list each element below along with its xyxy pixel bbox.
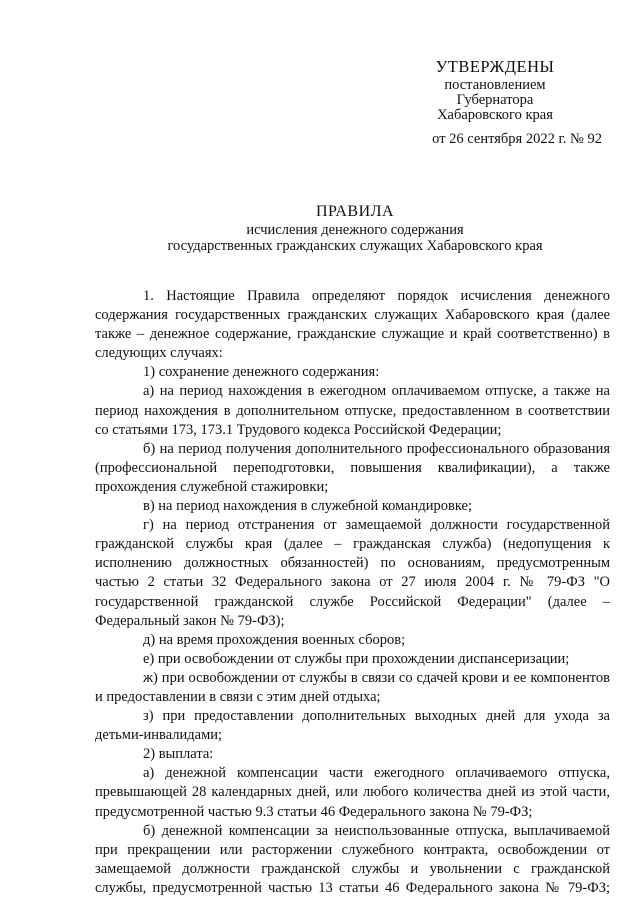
paragraph-1-1-zh: ж) при освобождении от службы в связи со сдачей крови и ее компонентов и предоставлении в связи с этим дней отдыха; <box>95 669 610 705</box>
paragraph-1-1-a: а) на период нахождения в ежегодном оплачиваемом отпуске, а также на период нахождения в дополнительном отпуске, предоставленном в соответствии со статьями 173, 173.1 Трудового кодекса Российской Федерации; <box>95 383 610 438</box>
paragraph-1-1-z: з) при предоставлении дополнительных выходных дней для ухода за детьми-инвалидами; <box>95 708 610 744</box>
approval-line-region: Хабаровского края <box>437 107 553 123</box>
approval-stamp <box>380 56 610 148</box>
approval-title: УТВЕРЖДЕНЫ <box>435 57 555 76</box>
document-subtitle-line-2: государственных гражданских служащих Хабаровского края <box>167 238 543 254</box>
approval-line-governor: Губернатора <box>456 92 534 108</box>
paragraph-1-2-a: а) денежной компенсации части ежегодного оплачиваемого отпуска, превышающей 28 календарных дней, или любого количества дней из этой части, предусмотренной частью 9.3 статьи 46 Федерального закона № 79-ФЗ; <box>95 765 610 820</box>
document-body <box>95 287 610 898</box>
paragraph-1-1: 1) сохранение денежного содержания: <box>143 364 380 381</box>
document-heading <box>90 202 620 254</box>
paragraph-1-1-b: б) на период получения дополнительного профессионального образования (профессиональной переподготовки, повышения квалификации), а также прохождения служебной стажировки; <box>95 440 610 495</box>
approval-date: от 26 сентября 2022 г. № 92 <box>432 131 602 147</box>
paragraph-1-1-e: е) при освобождении от службы при прохождении диспансеризации; <box>143 650 570 667</box>
document-subtitle-line-1: исчисления денежного содержания <box>246 222 464 238</box>
paragraph-1-2-b: б) денежной компенсации за неиспользованные отпуска, выплачиваемой при прекращении или расторжении служебного контракта, освобождении от замещаемой должности гражданской службы и увольнении с гражданской службы, предусмотренной частью 13 статьи 46 Федерального закона № 79-ФЗ; <box>95 822 610 896</box>
paragraph-1-1-v: в) на период нахождения в служебной командировке; <box>143 498 473 515</box>
paragraph-1-2: 2) выплата: <box>143 746 214 763</box>
paragraph-1-1-d: д) на время прохождения военных сборов; <box>143 631 406 648</box>
paragraph-1: 1. Настоящие Правила определяют порядок исчисления денежного содержания государственных гражданских служащих Хабаровского края (далее также – денежное содержание, гражданские служащие и край соответственно) в следующих случаях: <box>95 288 610 362</box>
document-title: ПРАВИЛА <box>315 203 395 220</box>
approval-line-resolution: постановлением <box>444 77 546 93</box>
paragraph-1-1-g: г) на период отстранения от замещаемой должности государственной гражданской службы края (далее – гражданская служба) (недопущения к исполнению должностных обязанностей) по основаниям, предусмотренным частью 2 статьи 32 Федерального закона от 27 июля 2004 г. № 79-ФЗ "О государственной гражданской службе Российской Федерации" (далее – Федеральный закон № 79-ФЗ); <box>95 517 610 629</box>
